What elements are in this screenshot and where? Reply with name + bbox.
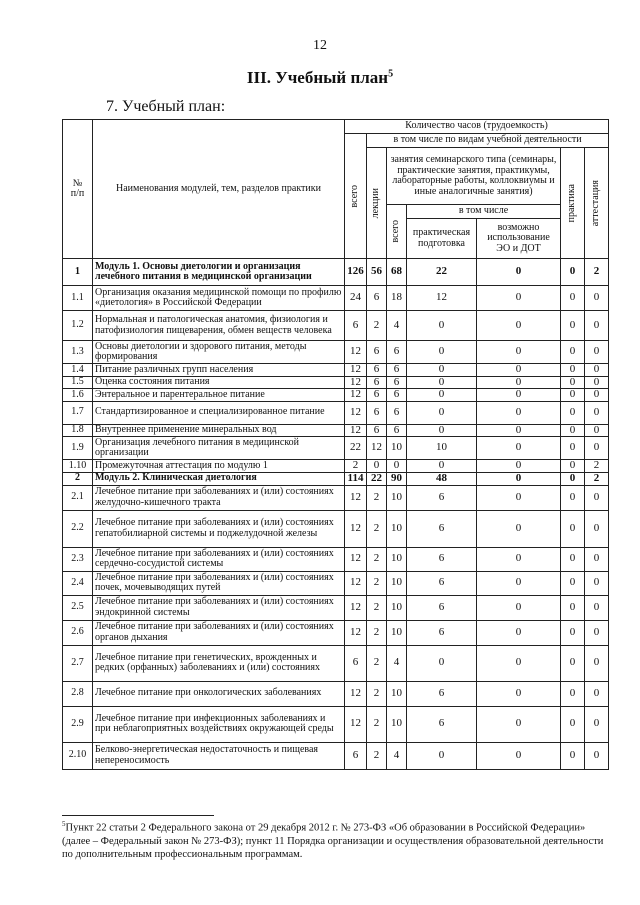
row-name: Нормальная и патологическая анатомия, физиология и патофизиология пищеварения, обмен веществ человека	[93, 311, 345, 341]
row-name: Модуль 1. Основы диетологии и организация лечебного питания в медицинской организации	[93, 259, 345, 286]
table-row	[63, 571, 609, 595]
row-total: 12	[345, 401, 367, 424]
row-pp: 12	[407, 286, 477, 311]
row-eo: 0	[477, 341, 561, 364]
row-sem: 6	[387, 389, 407, 402]
row-pp: 6	[407, 620, 477, 645]
table-row	[63, 311, 609, 341]
row-total: 12	[345, 389, 367, 402]
table-row	[63, 547, 609, 571]
row-att: 0	[585, 595, 609, 620]
subtitle: 7. Учебный план:	[106, 98, 226, 115]
row-pr: 0	[561, 485, 585, 510]
row-att: 0	[585, 547, 609, 571]
row-name: Лечебное питание при генетических, врожденных и редких (орфанных) заболеваниях и (или) состояниях	[93, 645, 345, 681]
row-eo: 0	[477, 364, 561, 377]
row-lec: 2	[367, 485, 387, 510]
row-name: Лечебное питание при заболеваниях и (или) состояниях гепатобилиарной системы и поджелудочной железы	[93, 510, 345, 547]
row-pp: 6	[407, 547, 477, 571]
table-row	[63, 485, 609, 510]
row-number: 2.5	[63, 595, 93, 620]
row-name: Лечебное питание при заболеваниях и (или) состояниях почек, мочевыводящих путей	[93, 571, 345, 595]
row-eo: 0	[477, 389, 561, 402]
row-pr: 0	[561, 547, 585, 571]
header-by-type: в том числе по видам учебной деятельности	[367, 134, 609, 148]
row-pr: 0	[561, 364, 585, 377]
row-name: Лечебное питание при онкологических заболеваниях	[93, 681, 345, 706]
row-sem: 10	[387, 547, 407, 571]
table-row	[63, 401, 609, 424]
row-pr: 0	[561, 286, 585, 311]
row-pr: 0	[561, 376, 585, 389]
row-number: 1.7	[63, 401, 93, 424]
row-pr: 0	[561, 311, 585, 341]
row-pr: 0	[561, 595, 585, 620]
row-pp: 6	[407, 681, 477, 706]
row-number: 2.1	[63, 485, 93, 510]
table-row	[63, 424, 609, 437]
row-lec: 2	[367, 706, 387, 742]
row-pp: 6	[407, 706, 477, 742]
header-lectures-text: лекции	[370, 187, 382, 219]
row-att: 0	[585, 311, 609, 341]
row-number: 2.6	[63, 620, 93, 645]
row-pr: 0	[561, 620, 585, 645]
row-att: 0	[585, 485, 609, 510]
table-row	[63, 286, 609, 311]
row-sem: 6	[387, 364, 407, 377]
row-att: 2	[585, 259, 609, 286]
row-name: Питание различных групп населения	[93, 364, 345, 377]
row-lec: 2	[367, 595, 387, 620]
row-eo: 0	[477, 706, 561, 742]
row-name: Лечебное питание при заболеваниях и (или) состояниях сердечно-сосудистой системы	[93, 547, 345, 571]
header-total	[345, 134, 367, 259]
row-pp: 0	[407, 311, 477, 341]
row-pp: 10	[407, 437, 477, 460]
row-number: 2.2	[63, 510, 93, 547]
row-name: Лечебное питание при инфекционных заболеваниях и при неблагоприятных воздействиях окружающей среды	[93, 706, 345, 742]
row-number: 2	[63, 472, 93, 485]
row-number: 1.3	[63, 341, 93, 364]
row-eo: 0	[477, 620, 561, 645]
row-total: 12	[345, 547, 367, 571]
row-att: 0	[585, 681, 609, 706]
page-number: 12	[313, 38, 327, 53]
row-pp: 22	[407, 259, 477, 286]
row-name: Промежуточная аттестация по модулю 1	[93, 460, 345, 473]
header-practice-text: практика	[566, 183, 578, 223]
row-lec: 6	[367, 424, 387, 437]
row-att: 0	[585, 620, 609, 645]
header-num: № п/п	[63, 120, 93, 259]
row-pr: 0	[561, 437, 585, 460]
row-pr: 0	[561, 424, 585, 437]
row-lec: 2	[367, 681, 387, 706]
row-att: 0	[585, 389, 609, 402]
row-att: 0	[585, 510, 609, 547]
row-att: 0	[585, 376, 609, 389]
row-name: Стандартизированное и специализированное питание	[93, 401, 345, 424]
row-name: Организация оказания медицинской помощи по профилю «диетология» в Российской Федерации	[93, 286, 345, 311]
row-sem: 10	[387, 571, 407, 595]
row-pr: 0	[561, 401, 585, 424]
table-row	[63, 706, 609, 742]
row-eo: 0	[477, 437, 561, 460]
row-pr: 0	[561, 742, 585, 769]
row-sem: 0	[387, 460, 407, 473]
row-number: 1.8	[63, 424, 93, 437]
row-sem: 6	[387, 401, 407, 424]
row-pp: 0	[407, 389, 477, 402]
row-number: 2.8	[63, 681, 93, 706]
row-name: Лечебное питание при заболеваниях и (или) состояниях эндокринной системы	[93, 595, 345, 620]
row-total: 6	[345, 742, 367, 769]
row-eo: 0	[477, 401, 561, 424]
header-sem-total-text: всего	[390, 220, 402, 243]
row-number: 2.4	[63, 571, 93, 595]
row-lec: 56	[367, 259, 387, 286]
header-practical-training: практическая подготовка	[407, 219, 477, 259]
row-att: 0	[585, 364, 609, 377]
row-att: 2	[585, 460, 609, 473]
row-pr: 0	[561, 472, 585, 485]
row-pp: 6	[407, 571, 477, 595]
row-lec: 2	[367, 742, 387, 769]
row-lec: 2	[367, 620, 387, 645]
footnote-divider	[62, 815, 214, 816]
row-pr: 0	[561, 571, 585, 595]
header-lectures	[367, 148, 387, 259]
row-pp: 0	[407, 460, 477, 473]
row-pr: 0	[561, 681, 585, 706]
header-practice	[561, 148, 585, 259]
row-pp: 0	[407, 742, 477, 769]
table-row	[63, 376, 609, 389]
row-number: 1.10	[63, 460, 93, 473]
row-name: Модуль 2. Клиническая диетология	[93, 472, 345, 485]
row-att: 0	[585, 706, 609, 742]
row-name: Внутреннее применение минеральных вод	[93, 424, 345, 437]
row-sem: 90	[387, 472, 407, 485]
header-sem-total	[387, 205, 407, 259]
row-pp: 0	[407, 424, 477, 437]
row-pr: 0	[561, 389, 585, 402]
row-att: 0	[585, 437, 609, 460]
row-eo: 0	[477, 424, 561, 437]
row-total: 6	[345, 311, 367, 341]
row-sem: 10	[387, 620, 407, 645]
row-pp: 0	[407, 364, 477, 377]
row-number: 1.6	[63, 389, 93, 402]
row-pp: 0	[407, 341, 477, 364]
section-title-text: III. Учебный план	[246, 68, 389, 87]
row-sem: 4	[387, 742, 407, 769]
header-attestation	[585, 148, 609, 259]
footnote	[62, 820, 610, 861]
header-total-text: всего	[349, 184, 361, 208]
row-number: 2.7	[63, 645, 93, 681]
row-lec: 0	[367, 460, 387, 473]
row-total: 6	[345, 645, 367, 681]
row-pr: 0	[561, 341, 585, 364]
row-pr: 0	[561, 645, 585, 681]
row-lec: 2	[367, 645, 387, 681]
table-row	[63, 437, 609, 460]
table-row	[63, 259, 609, 286]
row-lec: 6	[367, 364, 387, 377]
row-sem: 6	[387, 424, 407, 437]
row-att: 0	[585, 742, 609, 769]
row-lec: 2	[367, 571, 387, 595]
row-sem: 10	[387, 595, 407, 620]
curriculum-table	[62, 119, 609, 770]
row-eo: 0	[477, 681, 561, 706]
table-row	[63, 389, 609, 402]
row-lec: 12	[367, 437, 387, 460]
row-number: 2.10	[63, 742, 93, 769]
row-number: 1.9	[63, 437, 93, 460]
row-name: Белково-энергетическая недостаточность и пищевая непереносимость	[93, 742, 345, 769]
row-sem: 10	[387, 485, 407, 510]
section-title-footnote-ref: 5	[388, 68, 394, 80]
row-total: 12	[345, 424, 367, 437]
row-total: 12	[345, 364, 367, 377]
row-att: 0	[585, 424, 609, 437]
row-eo: 0	[477, 571, 561, 595]
row-name: Лечебное питание при заболеваниях и (или) состояниях органов дыхания	[93, 620, 345, 645]
row-eo: 0	[477, 460, 561, 473]
row-att: 0	[585, 341, 609, 364]
row-att: 0	[585, 286, 609, 311]
row-number: 2.9	[63, 706, 93, 742]
row-total: 22	[345, 437, 367, 460]
row-number: 1.5	[63, 376, 93, 389]
footnote-marker: 5	[62, 820, 66, 828]
row-eo: 0	[477, 472, 561, 485]
row-eo: 0	[477, 645, 561, 681]
table-row	[63, 742, 609, 769]
row-total: 12	[345, 485, 367, 510]
row-pr: 0	[561, 460, 585, 473]
row-number: 1.4	[63, 364, 93, 377]
row-pp: 6	[407, 485, 477, 510]
row-sem: 10	[387, 681, 407, 706]
row-number: 1.1	[63, 286, 93, 311]
row-pp: 6	[407, 595, 477, 620]
row-total: 12	[345, 341, 367, 364]
row-eo: 0	[477, 376, 561, 389]
row-att: 0	[585, 645, 609, 681]
row-lec: 2	[367, 311, 387, 341]
table-row	[63, 681, 609, 706]
row-eo: 0	[477, 510, 561, 547]
table-row	[63, 510, 609, 547]
row-sem: 4	[387, 645, 407, 681]
table-row	[63, 460, 609, 473]
table-row	[63, 620, 609, 645]
row-eo: 0	[477, 742, 561, 769]
header-attestation-text: аттестация	[590, 179, 602, 227]
row-lec: 2	[367, 547, 387, 571]
row-name: Основы диетологии и здорового питания, методы формирования	[93, 341, 345, 364]
row-sem: 4	[387, 311, 407, 341]
row-pr: 0	[561, 510, 585, 547]
row-total: 12	[345, 571, 367, 595]
table-row	[63, 341, 609, 364]
table-row	[63, 595, 609, 620]
header-name: Наименования модулей, тем, разделов практики	[93, 120, 345, 259]
row-total: 114	[345, 472, 367, 485]
row-total: 12	[345, 376, 367, 389]
row-number: 1	[63, 259, 93, 286]
row-total: 12	[345, 510, 367, 547]
row-att: 0	[585, 401, 609, 424]
header-hours: Количество часов (трудоемкость)	[345, 120, 609, 134]
row-eo: 0	[477, 485, 561, 510]
row-sem: 6	[387, 376, 407, 389]
row-total: 126	[345, 259, 367, 286]
row-total: 24	[345, 286, 367, 311]
table-row	[63, 645, 609, 681]
row-att: 2	[585, 472, 609, 485]
row-number: 1.2	[63, 311, 93, 341]
row-lec: 6	[367, 376, 387, 389]
row-total: 12	[345, 706, 367, 742]
row-att: 0	[585, 571, 609, 595]
header-including: в том числе	[407, 205, 561, 219]
table-row	[63, 364, 609, 377]
row-sem: 6	[387, 341, 407, 364]
row-name: Лечебное питание при заболеваниях и (или) состояниях желудочно-кишечного тракта	[93, 485, 345, 510]
row-sem: 10	[387, 510, 407, 547]
row-name: Организация лечебного питания в медицинской организации	[93, 437, 345, 460]
row-eo: 0	[477, 286, 561, 311]
section-title	[0, 68, 640, 88]
row-name: Оценка состояния питания	[93, 376, 345, 389]
row-pp: 6	[407, 510, 477, 547]
row-pp: 0	[407, 376, 477, 389]
row-total: 2	[345, 460, 367, 473]
row-number: 2.3	[63, 547, 93, 571]
row-lec: 2	[367, 510, 387, 547]
table-row	[63, 472, 609, 485]
row-eo: 0	[477, 259, 561, 286]
row-lec: 6	[367, 341, 387, 364]
row-lec: 6	[367, 286, 387, 311]
row-total: 12	[345, 681, 367, 706]
footnote-text: Пункт 22 статьи 2 Федерального закона от 29 декабря 2012 г. № 273-ФЗ «Об образовании в Российской Федерации» (далее – Федеральный закон № 273-ФЗ); пункт 11 Порядка организации и осуществления образовательной деятельности по дополнительным профессиональным программам.	[62, 822, 604, 860]
row-sem: 10	[387, 437, 407, 460]
row-total: 12	[345, 620, 367, 645]
row-eo: 0	[477, 595, 561, 620]
header-possible-eo-dot: возможно использование ЭО и ДОТ	[477, 219, 561, 259]
header-seminar: занятия семинарского типа (семинары, практические занятия, практикумы, лабораторные работы, коллоквиумы и иные аналогичные занятия)	[387, 148, 561, 205]
row-total: 12	[345, 595, 367, 620]
row-sem: 18	[387, 286, 407, 311]
row-lec: 22	[367, 472, 387, 485]
row-eo: 0	[477, 311, 561, 341]
row-eo: 0	[477, 547, 561, 571]
row-lec: 6	[367, 389, 387, 402]
row-pp: 0	[407, 401, 477, 424]
row-lec: 6	[367, 401, 387, 424]
row-pp: 48	[407, 472, 477, 485]
row-pr: 0	[561, 706, 585, 742]
row-sem: 68	[387, 259, 407, 286]
row-pr: 0	[561, 259, 585, 286]
row-name: Энтеральное и парентеральное питание	[93, 389, 345, 402]
row-pp: 0	[407, 645, 477, 681]
row-sem: 10	[387, 706, 407, 742]
